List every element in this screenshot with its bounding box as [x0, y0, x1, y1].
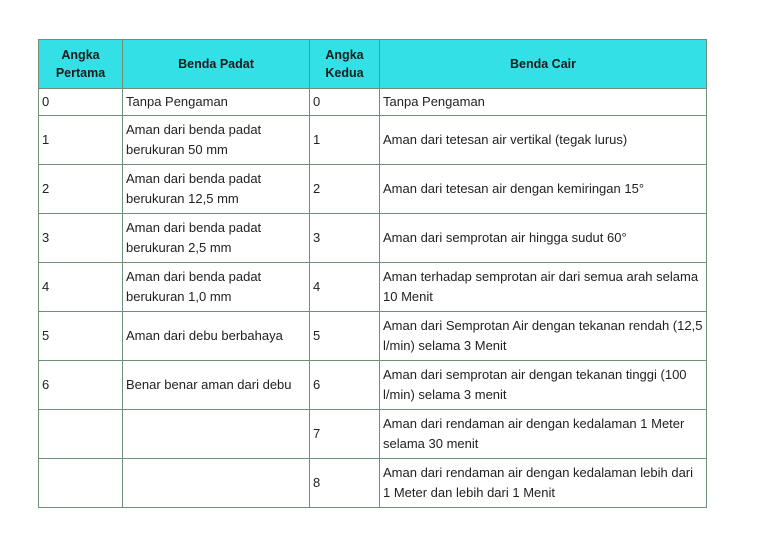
first-digit-cell: 4 [39, 263, 123, 312]
first-digit-cell: 5 [39, 312, 123, 361]
solid-protection-cell: Aman dari benda padat berukuran 1,0 mm [123, 263, 310, 312]
ip-rating-table [38, 39, 707, 508]
solid-protection-cell: Aman dari debu berbahaya [123, 312, 310, 361]
header-second-digit: Angka Kedua [310, 40, 380, 89]
table-row [39, 361, 707, 410]
solid-protection-cell: Benar benar aman dari debu [123, 361, 310, 410]
table-header-row [39, 40, 707, 89]
solid-protection-cell [123, 410, 310, 459]
liquid-protection-cell: Aman dari tetesan air vertikal (tegak lurus) [380, 116, 707, 165]
liquid-protection-cell: Aman dari semprotan air dengan tekanan tinggi (100 l/min) selama 3 menit [380, 361, 707, 410]
first-digit-cell: 0 [39, 89, 123, 116]
liquid-protection-cell: Aman terhadap semprotan air dari semua arah selama 10 Menit [380, 263, 707, 312]
second-digit-cell: 4 [310, 263, 380, 312]
table-row [39, 263, 707, 312]
table-row [39, 312, 707, 361]
first-digit-cell: 3 [39, 214, 123, 263]
table-row [39, 214, 707, 263]
solid-protection-cell: Aman dari benda padat berukuran 12,5 mm [123, 165, 310, 214]
table-row [39, 165, 707, 214]
second-digit-cell: 3 [310, 214, 380, 263]
second-digit-cell: 2 [310, 165, 380, 214]
liquid-protection-cell: Aman dari rendaman air dengan kedalaman 1 Meter selama 30 menit [380, 410, 707, 459]
first-digit-cell: 6 [39, 361, 123, 410]
first-digit-cell: 2 [39, 165, 123, 214]
second-digit-cell: 6 [310, 361, 380, 410]
second-digit-cell: 7 [310, 410, 380, 459]
table-row [39, 410, 707, 459]
solid-protection-cell: Aman dari benda padat berukuran 2,5 mm [123, 214, 310, 263]
first-digit-cell [39, 410, 123, 459]
first-digit-cell: 1 [39, 116, 123, 165]
second-digit-cell: 1 [310, 116, 380, 165]
liquid-protection-cell: Aman dari semprotan air hingga sudut 60° [380, 214, 707, 263]
solid-protection-cell: Aman dari benda padat berukuran 50 mm [123, 116, 310, 165]
liquid-protection-cell: Tanpa Pengaman [380, 89, 707, 116]
header-first-digit: Angka Pertama [39, 40, 123, 89]
header-liquids: Benda Cair [380, 40, 707, 89]
second-digit-cell: 5 [310, 312, 380, 361]
solid-protection-cell: Tanpa Pengaman [123, 89, 310, 116]
table-row [39, 116, 707, 165]
liquid-protection-cell: Aman dari Semprotan Air dengan tekanan rendah (12,5 l/min) selama 3 Menit [380, 312, 707, 361]
first-digit-cell [39, 459, 123, 508]
table-row [39, 89, 707, 116]
table-row [39, 459, 707, 508]
solid-protection-cell [123, 459, 310, 508]
header-solid-objects: Benda Padat [123, 40, 310, 89]
second-digit-cell: 8 [310, 459, 380, 508]
second-digit-cell: 0 [310, 89, 380, 116]
liquid-protection-cell: Aman dari rendaman air dengan kedalaman lebih dari 1 Meter dan lebih dari 1 Menit [380, 459, 707, 508]
liquid-protection-cell: Aman dari tetesan air dengan kemiringan 15° [380, 165, 707, 214]
